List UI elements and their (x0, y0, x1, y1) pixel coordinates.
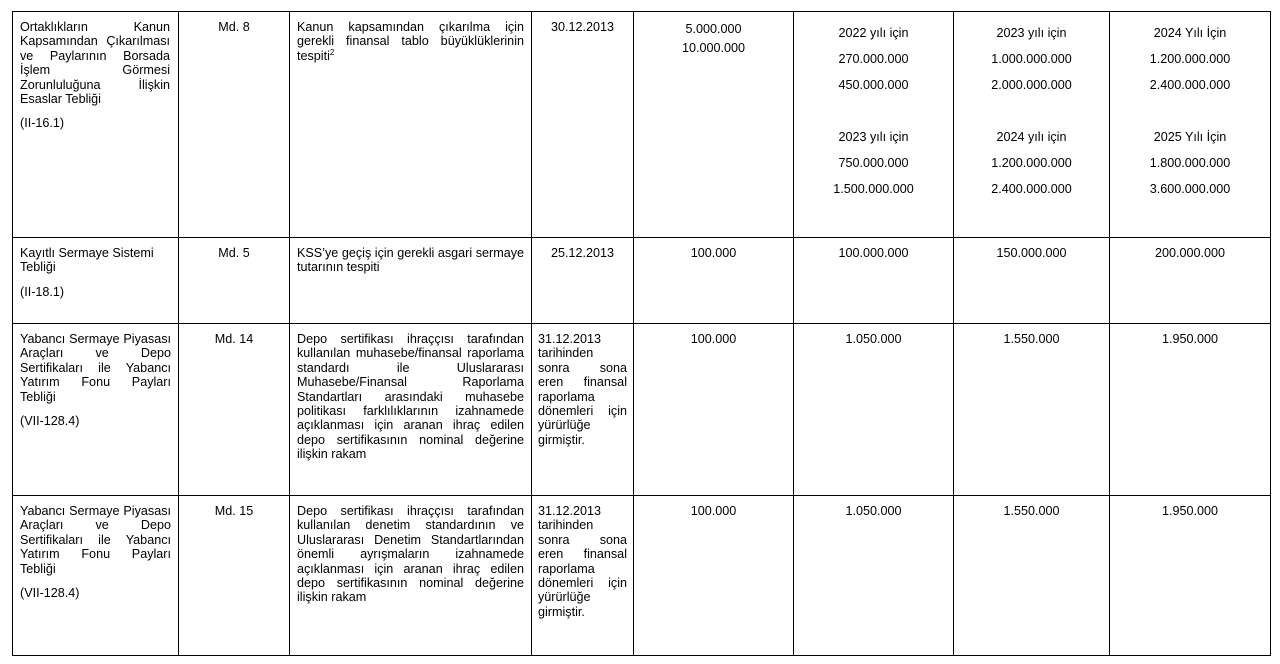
initial-value: 5.000.000 (685, 22, 742, 36)
threshold-value: 1.950.000 (1161, 332, 1219, 346)
threshold-value: 200.000.000 (1154, 246, 1226, 260)
table-row (13, 496, 1271, 656)
regulation-thresholds-table (12, 11, 1271, 656)
description-cell (290, 324, 532, 496)
footnote-marker: 2 (329, 47, 335, 57)
year-label: 2023 yılı için (838, 130, 909, 144)
threshold-value: 1.050.000 (845, 332, 902, 346)
description-cell (290, 496, 532, 656)
description-cell (290, 12, 532, 238)
threshold-cell (794, 238, 954, 324)
description: Kanun kapsamından çıkarılma için gerekli finansal tablo büyüklüklerinin tespiti (297, 20, 524, 63)
initial-value: 10.000.000 (681, 41, 746, 55)
initial-value-cell (634, 12, 794, 238)
threshold-cell (794, 324, 954, 496)
article: Md. 8 (218, 20, 250, 34)
threshold-value: 2.400.000.000 (991, 182, 1072, 196)
threshold-value: 2.400.000.000 (1149, 78, 1231, 92)
regulation-name-cell (13, 12, 179, 238)
threshold-value: 1.200.000.000 (991, 156, 1072, 170)
threshold-cell (954, 496, 1110, 656)
threshold-value: 2.000.000.000 (991, 78, 1072, 92)
table-row (13, 12, 1271, 238)
date: 31.12.2013 tarihinden sonra sona eren finansal raporlama dönemleri için yürürlüğe girmiştir. (538, 504, 627, 619)
threshold-cell (1110, 324, 1271, 496)
initial-value: 100.000 (690, 504, 737, 518)
threshold-value: 1.950.000 (1161, 504, 1219, 518)
year-label: 2023 yılı için (996, 26, 1067, 40)
date: 31.12.2013 tarihinden sonra sona eren finansal raporlama dönemleri için yürürlüğe girmiştir. (538, 332, 627, 447)
regulation-code: (VII-128.4) (20, 586, 80, 601)
year-label: 2022 yılı için (838, 26, 909, 40)
table-row (13, 324, 1271, 496)
year-label: 2024 yılı için (996, 130, 1067, 144)
threshold-cell (954, 12, 1110, 238)
date-cell (532, 496, 634, 656)
threshold-value: 150.000.000 (996, 246, 1067, 260)
threshold-value: 750.000.000 (838, 156, 909, 170)
article-cell (179, 12, 290, 238)
regulation-code: (II-18.1) (20, 284, 65, 299)
regulation-name: Yabancı Sermaye Piyasası Araçları ve Depo Sertifikaları ile Yabancı Yatırım Fonu Payları Tebliği (20, 504, 171, 576)
date-cell (532, 324, 634, 496)
threshold-value: 1.200.000.000 (1149, 52, 1231, 66)
regulation-name: Kayıtlı Sermaye Sistemi Tebliği (20, 246, 154, 275)
threshold-value: 450.000.000 (838, 78, 909, 92)
threshold-cell (954, 324, 1110, 496)
year-label: 2025 Yılı İçin (1153, 130, 1227, 144)
regulation-code: (VII-128.4) (20, 414, 80, 429)
threshold-value: 1.550.000 (1003, 332, 1060, 346)
threshold-value: 100.000.000 (838, 246, 909, 260)
threshold-cell (794, 12, 954, 238)
article-cell (179, 238, 290, 324)
threshold-value: 3.600.000.000 (1149, 182, 1231, 196)
description: KSS’ye geçiş için gerekli asgari sermaye tutarının tespiti (297, 246, 524, 275)
year-label: 2024 Yılı İçin (1153, 26, 1227, 40)
regulation-name: Ortaklıkların Kanun Kapsamından Çıkarılması ve Paylarının Borsada İşlem Görmesi Zorunluluğuna İlişkin Esaslar Tebliği (20, 20, 170, 107)
threshold-cell (794, 496, 954, 656)
date-cell (532, 12, 634, 238)
regulation-name-cell (13, 496, 179, 656)
threshold-value: 1.500.000.000 (833, 182, 914, 196)
article-cell (179, 496, 290, 656)
regulation-name-cell (13, 324, 179, 496)
initial-value-cell (634, 324, 794, 496)
description: Depo sertifikası ihraççısı tarafından kullanılan denetim standardının ve Uluslararası Denetim Standartlarından önemli ayrışmaların izahnamede açıklanması için aranan ihraç edilen depo sertifikasının nominal değerine ilişkin rakam (297, 504, 524, 605)
regulation-name-cell (13, 238, 179, 324)
date: 25.12.2013 (550, 246, 615, 260)
description-cell (290, 238, 532, 324)
article: Md. 14 (214, 332, 254, 346)
threshold-value: 270.000.000 (838, 52, 909, 66)
article: Md. 5 (218, 246, 250, 260)
threshold-cell (954, 238, 1110, 324)
threshold-cell (1110, 496, 1271, 656)
threshold-cell (1110, 238, 1271, 324)
date: 30.12.2013 (550, 20, 615, 34)
threshold-value: 1.000.000.000 (991, 52, 1072, 66)
threshold-value: 1.800.000.000 (1149, 156, 1231, 170)
threshold-value: 1.050.000 (845, 504, 902, 518)
article: Md. 15 (214, 504, 254, 518)
description: Depo sertifikası ihraççısı tarafından kullanılan muhasebe/finansal raporlama standardı ile Uluslararası Muhasebe/Finansal Raporlama Standartları arasındaki muhasebe politikası farklılıklarının izahnamede açıklanması için aranan ihraç edilen depo sertifikasının nominal değerine ilişkin rakam (297, 332, 524, 462)
initial-value-cell (634, 238, 794, 324)
article-cell (179, 324, 290, 496)
threshold-cell (1110, 12, 1271, 238)
table-row (13, 238, 1271, 324)
initial-value: 100.000 (690, 246, 737, 260)
regulation-code: (II-16.1) (20, 116, 65, 131)
threshold-value: 1.550.000 (1003, 504, 1060, 518)
date-cell (532, 238, 634, 324)
initial-value: 100.000 (690, 332, 737, 346)
initial-value-cell (634, 496, 794, 656)
regulation-name: Yabancı Sermaye Piyasası Araçları ve Depo Sertifikaları ile Yabancı Yatırım Fonu Payları Tebliği (20, 332, 171, 404)
